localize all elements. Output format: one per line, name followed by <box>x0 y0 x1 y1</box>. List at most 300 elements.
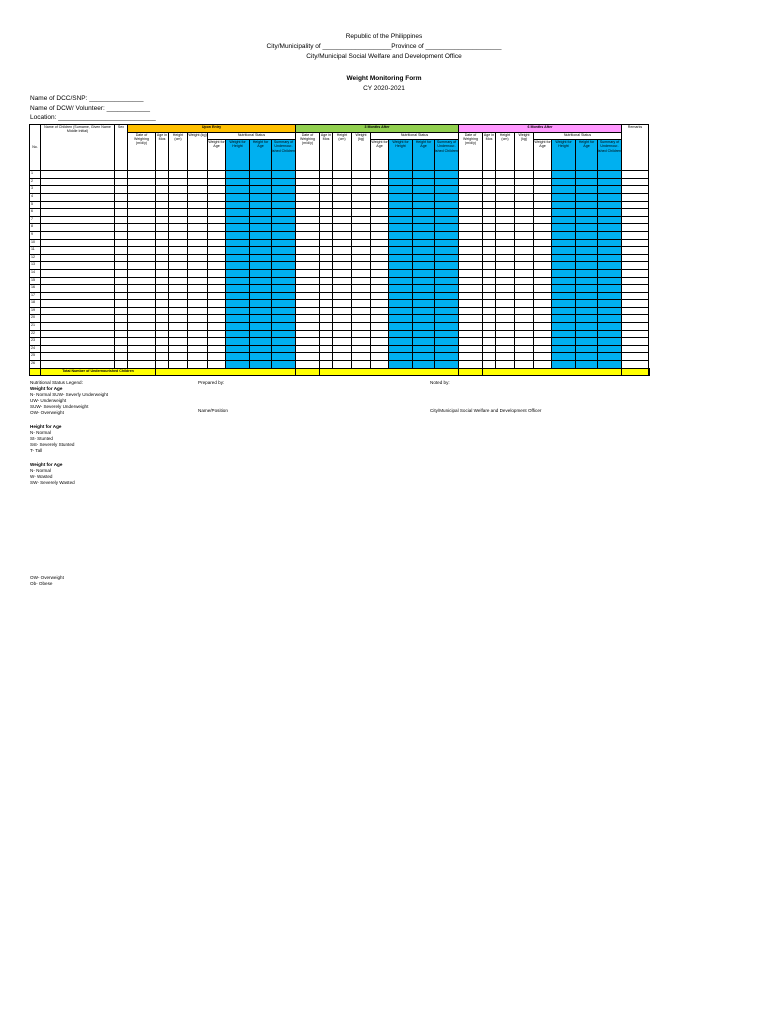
table-cell[interactable] <box>496 277 515 285</box>
table-cell[interactable] <box>226 247 250 255</box>
table-cell[interactable] <box>188 353 208 361</box>
table-cell[interactable] <box>188 307 208 315</box>
table-cell[interactable] <box>622 209 649 217</box>
table-cell[interactable] <box>389 285 413 293</box>
table-cell[interactable] <box>534 193 552 201</box>
table-cell[interactable] <box>208 277 226 285</box>
table-cell[interactable] <box>188 224 208 232</box>
table-cell[interactable] <box>413 307 435 315</box>
table-cell[interactable] <box>483 178 496 186</box>
table-cell[interactable] <box>41 269 115 277</box>
table-cell[interactable] <box>576 361 598 369</box>
table-cell[interactable] <box>389 171 413 179</box>
table-cell[interactable] <box>496 300 515 308</box>
table-cell[interactable] <box>389 254 413 262</box>
table-cell[interactable] <box>115 186 128 194</box>
table-cell[interactable] <box>41 300 115 308</box>
table-cell[interactable] <box>226 269 250 277</box>
table-cell[interactable] <box>226 338 250 346</box>
table-cell[interactable] <box>435 307 459 315</box>
table-cell[interactable] <box>371 239 389 247</box>
table-cell[interactable] <box>128 338 156 346</box>
table-cell[interactable] <box>598 262 622 270</box>
table-cell[interactable] <box>352 262 371 270</box>
table-cell[interactable] <box>296 277 320 285</box>
table-cell[interactable] <box>296 216 320 224</box>
table-cell[interactable] <box>459 353 483 361</box>
table-cell[interactable] <box>496 224 515 232</box>
table-cell[interactable] <box>296 345 320 353</box>
table-cell[interactable] <box>552 216 576 224</box>
table-cell[interactable] <box>250 307 272 315</box>
table-cell[interactable] <box>115 323 128 331</box>
table-cell[interactable] <box>250 224 272 232</box>
table-cell[interactable] <box>515 209 534 217</box>
table-cell[interactable] <box>515 247 534 255</box>
table-cell[interactable] <box>413 209 435 217</box>
table-cell[interactable] <box>128 307 156 315</box>
table-cell[interactable] <box>296 239 320 247</box>
table-cell[interactable] <box>272 323 296 331</box>
table-cell[interactable] <box>169 353 188 361</box>
table-cell[interactable] <box>352 315 371 323</box>
table-cell[interactable] <box>208 361 226 369</box>
table-cell[interactable] <box>250 292 272 300</box>
table-cell[interactable] <box>296 269 320 277</box>
table-cell[interactable] <box>459 254 483 262</box>
table-cell[interactable] <box>208 315 226 323</box>
table-cell[interactable] <box>459 307 483 315</box>
table-cell[interactable] <box>226 209 250 217</box>
table-cell[interactable] <box>208 353 226 361</box>
table-cell[interactable] <box>552 285 576 293</box>
table-cell[interactable] <box>156 345 169 353</box>
table-cell[interactable] <box>41 292 115 300</box>
table-cell[interactable] <box>371 193 389 201</box>
table-cell[interactable] <box>296 285 320 293</box>
total-cell[interactable] <box>459 368 483 376</box>
table-cell[interactable] <box>371 171 389 179</box>
table-cell[interactable] <box>483 345 496 353</box>
table-cell[interactable] <box>534 361 552 369</box>
table-cell[interactable] <box>389 353 413 361</box>
table-cell[interactable] <box>515 300 534 308</box>
table-cell[interactable] <box>515 345 534 353</box>
table-cell[interactable] <box>169 300 188 308</box>
table-cell[interactable] <box>413 231 435 239</box>
table-cell[interactable] <box>389 323 413 331</box>
table-cell[interactable] <box>320 171 333 179</box>
table-cell[interactable] <box>250 247 272 255</box>
table-cell[interactable] <box>333 193 352 201</box>
table-cell[interactable] <box>496 307 515 315</box>
table-cell[interactable] <box>576 224 598 232</box>
table-cell[interactable] <box>250 193 272 201</box>
table-cell[interactable] <box>459 315 483 323</box>
table-cell[interactable] <box>128 330 156 338</box>
table-cell[interactable] <box>552 231 576 239</box>
table-cell[interactable] <box>169 262 188 270</box>
table-cell[interactable] <box>156 216 169 224</box>
table-cell[interactable] <box>435 193 459 201</box>
table-cell[interactable] <box>576 292 598 300</box>
table-cell[interactable] <box>622 345 649 353</box>
table-cell[interactable] <box>320 201 333 209</box>
table-cell[interactable] <box>435 178 459 186</box>
table-cell[interactable] <box>534 171 552 179</box>
table-cell[interactable] <box>272 216 296 224</box>
table-cell[interactable] <box>413 178 435 186</box>
table-cell[interactable] <box>622 307 649 315</box>
table-cell[interactable] <box>371 178 389 186</box>
table-cell[interactable] <box>496 247 515 255</box>
table-cell[interactable] <box>320 285 333 293</box>
table-cell[interactable] <box>413 315 435 323</box>
table-cell[interactable] <box>576 269 598 277</box>
table-cell[interactable] <box>169 292 188 300</box>
table-cell[interactable] <box>156 224 169 232</box>
table-cell[interactable] <box>208 224 226 232</box>
table-cell[interactable] <box>333 247 352 255</box>
table-cell[interactable] <box>459 292 483 300</box>
table-cell[interactable] <box>496 338 515 346</box>
table-cell[interactable] <box>320 224 333 232</box>
table-cell[interactable] <box>352 300 371 308</box>
table-cell[interactable] <box>272 338 296 346</box>
table-cell[interactable] <box>552 171 576 179</box>
table-cell[interactable] <box>534 330 552 338</box>
table-cell[interactable] <box>226 178 250 186</box>
table-cell[interactable] <box>352 224 371 232</box>
table-cell[interactable] <box>188 201 208 209</box>
table-cell[interactable] <box>156 300 169 308</box>
table-cell[interactable] <box>188 345 208 353</box>
table-cell[interactable] <box>622 353 649 361</box>
table-cell[interactable] <box>534 277 552 285</box>
table-cell[interactable] <box>389 345 413 353</box>
table-cell[interactable] <box>496 361 515 369</box>
table-cell[interactable] <box>41 247 115 255</box>
table-cell[interactable] <box>115 209 128 217</box>
table-cell[interactable] <box>41 216 115 224</box>
table-cell[interactable] <box>389 209 413 217</box>
table-cell[interactable] <box>333 269 352 277</box>
table-cell[interactable] <box>483 307 496 315</box>
table-cell[interactable] <box>320 323 333 331</box>
table-cell[interactable] <box>413 361 435 369</box>
table-cell[interactable] <box>250 300 272 308</box>
table-cell[interactable] <box>115 178 128 186</box>
table-cell[interactable] <box>483 338 496 346</box>
table-cell[interactable] <box>435 231 459 239</box>
table-cell[interactable] <box>250 277 272 285</box>
table-cell[interactable] <box>272 277 296 285</box>
table-cell[interactable] <box>496 330 515 338</box>
table-cell[interactable] <box>208 171 226 179</box>
table-cell[interactable] <box>352 247 371 255</box>
table-cell[interactable] <box>496 269 515 277</box>
table-cell[interactable] <box>128 323 156 331</box>
table-cell[interactable] <box>115 330 128 338</box>
table-cell[interactable] <box>483 216 496 224</box>
table-cell[interactable] <box>598 201 622 209</box>
table-cell[interactable] <box>41 330 115 338</box>
table-cell[interactable] <box>576 193 598 201</box>
table-cell[interactable] <box>41 307 115 315</box>
table-cell[interactable] <box>598 315 622 323</box>
table-cell[interactable] <box>435 361 459 369</box>
table-cell[interactable] <box>333 353 352 361</box>
table-cell[interactable] <box>156 239 169 247</box>
table-cell[interactable] <box>598 186 622 194</box>
table-cell[interactable] <box>250 338 272 346</box>
table-cell[interactable] <box>156 171 169 179</box>
table-cell[interactable] <box>169 247 188 255</box>
total-cell[interactable] <box>483 368 622 376</box>
table-cell[interactable] <box>389 224 413 232</box>
table-cell[interactable] <box>389 269 413 277</box>
table-cell[interactable] <box>272 171 296 179</box>
table-cell[interactable] <box>552 193 576 201</box>
table-cell[interactable] <box>534 323 552 331</box>
table-cell[interactable] <box>534 269 552 277</box>
table-cell[interactable] <box>483 201 496 209</box>
table-cell[interactable] <box>371 307 389 315</box>
table-cell[interactable] <box>272 193 296 201</box>
table-cell[interactable] <box>208 307 226 315</box>
table-cell[interactable] <box>296 193 320 201</box>
table-cell[interactable] <box>576 285 598 293</box>
table-cell[interactable] <box>598 209 622 217</box>
table-cell[interactable] <box>459 209 483 217</box>
table-cell[interactable] <box>169 269 188 277</box>
table-cell[interactable] <box>371 285 389 293</box>
table-cell[interactable] <box>552 224 576 232</box>
table-cell[interactable] <box>622 231 649 239</box>
table-cell[interactable] <box>622 254 649 262</box>
table-cell[interactable] <box>459 269 483 277</box>
table-cell[interactable] <box>371 315 389 323</box>
table-cell[interactable] <box>169 216 188 224</box>
table-cell[interactable] <box>389 338 413 346</box>
table-cell[interactable] <box>552 323 576 331</box>
table-cell[interactable] <box>156 231 169 239</box>
table-cell[interactable] <box>208 178 226 186</box>
table-cell[interactable] <box>296 361 320 369</box>
table-cell[interactable] <box>226 216 250 224</box>
total-cell[interactable] <box>156 368 296 376</box>
table-cell[interactable] <box>128 239 156 247</box>
table-cell[interactable] <box>389 292 413 300</box>
table-cell[interactable] <box>208 239 226 247</box>
table-cell[interactable] <box>534 345 552 353</box>
table-cell[interactable] <box>226 292 250 300</box>
table-cell[interactable] <box>333 201 352 209</box>
table-cell[interactable] <box>389 178 413 186</box>
table-cell[interactable] <box>459 285 483 293</box>
table-cell[interactable] <box>622 338 649 346</box>
table-cell[interactable] <box>188 247 208 255</box>
table-cell[interactable] <box>352 307 371 315</box>
table-cell[interactable] <box>598 300 622 308</box>
table-cell[interactable] <box>320 178 333 186</box>
table-cell[interactable] <box>435 262 459 270</box>
table-cell[interactable] <box>371 269 389 277</box>
table-cell[interactable] <box>115 307 128 315</box>
table-cell[interactable] <box>598 330 622 338</box>
table-cell[interactable] <box>576 178 598 186</box>
table-cell[interactable] <box>156 193 169 201</box>
table-cell[interactable] <box>226 262 250 270</box>
table-cell[interactable] <box>250 330 272 338</box>
table-cell[interactable] <box>371 353 389 361</box>
table-cell[interactable] <box>41 231 115 239</box>
table-cell[interactable] <box>272 285 296 293</box>
table-cell[interactable] <box>156 209 169 217</box>
table-cell[interactable] <box>389 315 413 323</box>
table-cell[interactable] <box>250 254 272 262</box>
table-cell[interactable] <box>598 353 622 361</box>
table-cell[interactable] <box>226 201 250 209</box>
table-cell[interactable] <box>576 186 598 194</box>
table-cell[interactable] <box>483 254 496 262</box>
table-cell[interactable] <box>208 300 226 308</box>
table-cell[interactable] <box>226 345 250 353</box>
table-cell[interactable] <box>371 209 389 217</box>
table-cell[interactable] <box>496 239 515 247</box>
table-cell[interactable] <box>115 262 128 270</box>
table-cell[interactable] <box>483 361 496 369</box>
table-cell[interactable] <box>483 193 496 201</box>
table-cell[interactable] <box>272 262 296 270</box>
table-cell[interactable] <box>413 292 435 300</box>
table-cell[interactable] <box>272 353 296 361</box>
table-cell[interactable] <box>515 315 534 323</box>
table-cell[interactable] <box>352 209 371 217</box>
table-cell[interactable] <box>296 201 320 209</box>
table-cell[interactable] <box>333 239 352 247</box>
table-cell[interactable] <box>371 330 389 338</box>
table-cell[interactable] <box>459 277 483 285</box>
table-cell[interactable] <box>333 315 352 323</box>
table-cell[interactable] <box>389 216 413 224</box>
table-cell[interactable] <box>208 216 226 224</box>
table-cell[interactable] <box>496 285 515 293</box>
table-cell[interactable] <box>41 315 115 323</box>
table-cell[interactable] <box>128 209 156 217</box>
table-cell[interactable] <box>371 216 389 224</box>
table-cell[interactable] <box>389 193 413 201</box>
table-cell[interactable] <box>534 186 552 194</box>
table-cell[interactable] <box>515 307 534 315</box>
table-cell[interactable] <box>188 193 208 201</box>
table-cell[interactable] <box>115 231 128 239</box>
table-cell[interactable] <box>352 254 371 262</box>
table-cell[interactable] <box>128 254 156 262</box>
table-cell[interactable] <box>435 171 459 179</box>
table-cell[interactable] <box>576 262 598 270</box>
table-cell[interactable] <box>371 262 389 270</box>
table-cell[interactable] <box>371 254 389 262</box>
table-cell[interactable] <box>320 231 333 239</box>
table-cell[interactable] <box>534 178 552 186</box>
table-cell[interactable] <box>352 201 371 209</box>
table-cell[interactable] <box>128 353 156 361</box>
table-cell[interactable] <box>483 269 496 277</box>
table-cell[interactable] <box>115 254 128 262</box>
table-cell[interactable] <box>459 193 483 201</box>
table-cell[interactable] <box>371 201 389 209</box>
table-cell[interactable] <box>208 345 226 353</box>
table-cell[interactable] <box>371 186 389 194</box>
table-cell[interactable] <box>41 193 115 201</box>
table-cell[interactable] <box>226 186 250 194</box>
table-cell[interactable] <box>496 262 515 270</box>
table-cell[interactable] <box>371 323 389 331</box>
table-cell[interactable] <box>435 338 459 346</box>
table-cell[interactable] <box>208 285 226 293</box>
table-cell[interactable] <box>41 353 115 361</box>
table-cell[interactable] <box>296 186 320 194</box>
table-cell[interactable] <box>333 307 352 315</box>
table-cell[interactable] <box>128 315 156 323</box>
table-cell[interactable] <box>156 201 169 209</box>
table-cell[interactable] <box>296 247 320 255</box>
table-cell[interactable] <box>496 201 515 209</box>
table-cell[interactable] <box>208 254 226 262</box>
table-cell[interactable] <box>413 186 435 194</box>
table-cell[interactable] <box>115 269 128 277</box>
table-cell[interactable] <box>320 277 333 285</box>
table-cell[interactable] <box>552 186 576 194</box>
table-cell[interactable] <box>576 330 598 338</box>
table-cell[interactable] <box>534 285 552 293</box>
table-cell[interactable] <box>208 269 226 277</box>
table-cell[interactable] <box>515 330 534 338</box>
table-cell[interactable] <box>41 323 115 331</box>
table-cell[interactable] <box>598 239 622 247</box>
table-cell[interactable] <box>250 345 272 353</box>
table-cell[interactable] <box>435 330 459 338</box>
table-cell[interactable] <box>598 171 622 179</box>
table-cell[interactable] <box>128 231 156 239</box>
table-cell[interactable] <box>622 201 649 209</box>
table-cell[interactable] <box>389 277 413 285</box>
table-cell[interactable] <box>576 171 598 179</box>
table-cell[interactable] <box>598 216 622 224</box>
table-cell[interactable] <box>188 231 208 239</box>
table-cell[interactable] <box>622 269 649 277</box>
table-cell[interactable] <box>296 315 320 323</box>
table-cell[interactable] <box>333 338 352 346</box>
table-cell[interactable] <box>552 239 576 247</box>
table-cell[interactable] <box>352 338 371 346</box>
table-cell[interactable] <box>226 323 250 331</box>
table-cell[interactable] <box>371 277 389 285</box>
table-cell[interactable] <box>435 353 459 361</box>
table-cell[interactable] <box>169 171 188 179</box>
table-cell[interactable] <box>188 330 208 338</box>
table-cell[interactable] <box>496 178 515 186</box>
table-cell[interactable] <box>389 247 413 255</box>
table-cell[interactable] <box>483 171 496 179</box>
table-cell[interactable] <box>534 300 552 308</box>
table-cell[interactable] <box>333 178 352 186</box>
table-cell[interactable] <box>128 262 156 270</box>
table-cell[interactable] <box>534 209 552 217</box>
table-cell[interactable] <box>552 315 576 323</box>
table-cell[interactable] <box>115 353 128 361</box>
